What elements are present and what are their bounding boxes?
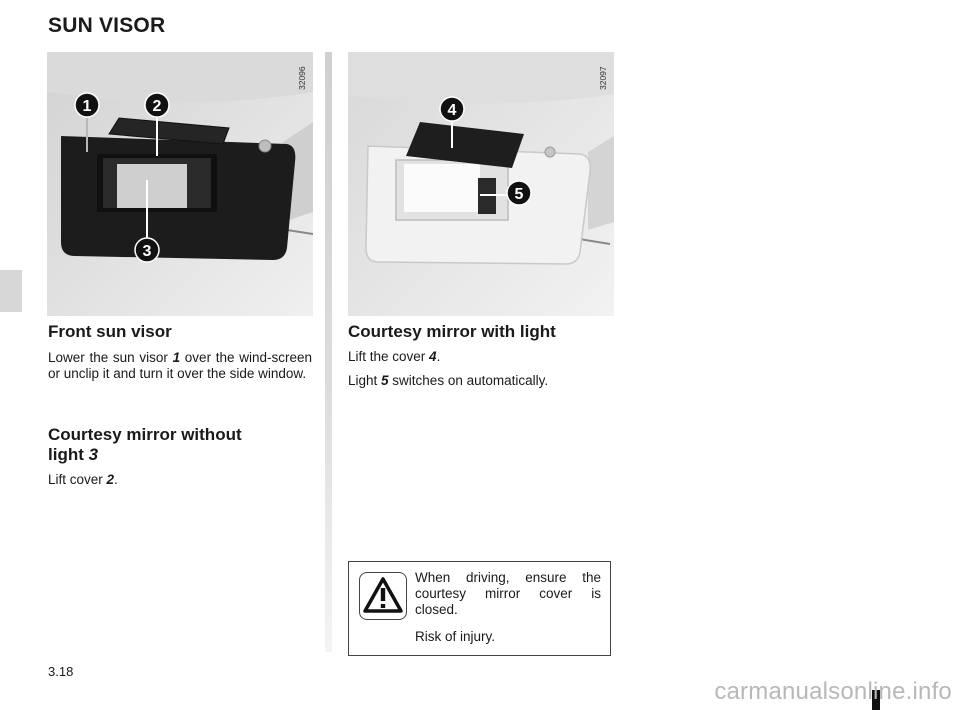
heading-front-sun-visor: Front sun visor: [48, 322, 172, 341]
figure-ref-code: 32097: [598, 66, 608, 90]
warning-risk: Risk of injury.: [415, 629, 496, 644]
ref-number: 5: [381, 373, 389, 388]
ref-number: 4: [429, 349, 437, 364]
ref-number: 1: [172, 350, 181, 365]
page-title: SUN VISOR: [48, 14, 166, 37]
text-segment: over the wind-screen or unclip it and turn it over the side window.: [48, 350, 313, 381]
watermark: carmanualsonline.info: [714, 678, 952, 705]
figure-front-sun-visor: [47, 52, 313, 316]
warning-box: [348, 561, 611, 656]
text-segment: switches on automatically.: [388, 373, 549, 388]
figure-courtesy-mirror: [348, 52, 614, 316]
warning-text: When driving, ensure the courtesy mirror cover is closed.: [415, 570, 601, 617]
heading-mirror-with-light: Courtesy mirror with light: [348, 322, 556, 341]
sun-visor-illustration: [47, 52, 313, 316]
column-divider: [325, 52, 332, 652]
text-segment: Lower the sun visor: [48, 350, 173, 365]
callout-3: 3: [142, 243, 152, 260]
callout-2: 2: [152, 98, 162, 115]
text-segment: .: [436, 349, 441, 364]
text-segment: Lift the cover: [348, 349, 430, 364]
paragraph-front-sun-visor: [48, 350, 312, 382]
mirror-illustration: [348, 52, 614, 316]
chapter-tab: [0, 270, 22, 312]
page-number: 3.18: [48, 664, 74, 679]
heading-text: Courtesy mirror without light: [48, 425, 242, 464]
text-segment: .: [114, 472, 118, 487]
paragraph-light-switches-on: [348, 373, 548, 389]
figure-ref-code: 32096: [297, 66, 307, 90]
warning-icon: [359, 572, 407, 620]
callout-4: 4: [447, 102, 457, 119]
paragraph-lift-cover: [348, 349, 440, 365]
callout-5: 5: [514, 186, 524, 203]
callout-1: 1: [82, 98, 92, 115]
text-segment: Light: [348, 373, 382, 388]
paragraph-mirror-without-light: [48, 472, 118, 488]
ref-number: 2: [106, 472, 115, 487]
ref-number: 3: [88, 445, 99, 464]
heading-mirror-without-light: [48, 425, 278, 465]
text-segment: Lift cover: [48, 472, 107, 487]
